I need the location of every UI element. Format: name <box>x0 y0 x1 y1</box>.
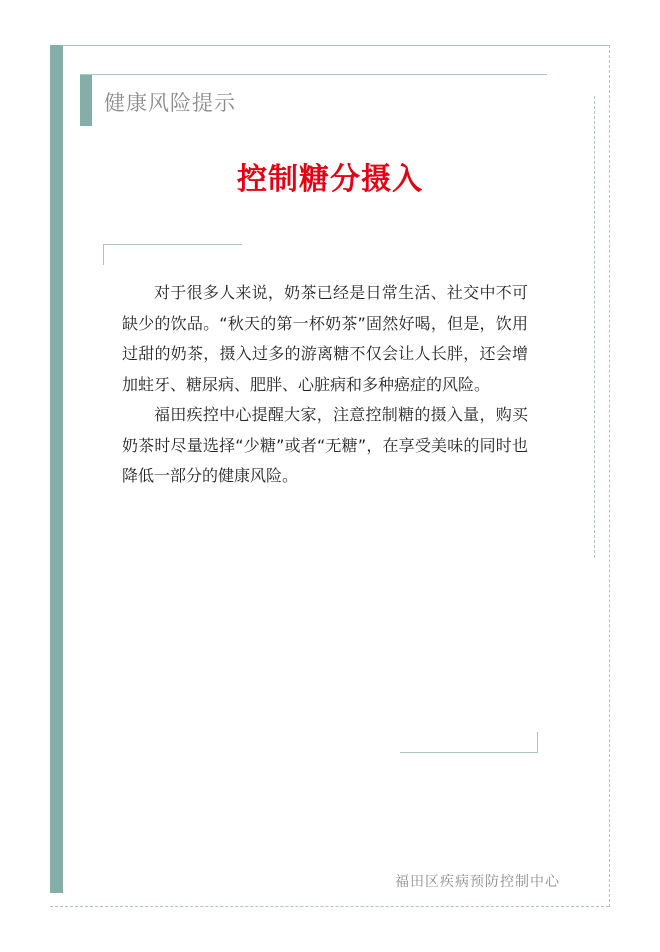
page-title: 控制糖分摄入 <box>237 162 423 197</box>
header-divider-line <box>80 74 547 75</box>
corner-bracket-bottom-right-v <box>537 732 538 753</box>
body-paragraph-2: 福田疾控中心提醒大家，注意控制糖的摄入量，购买奶茶时尽量选择“少糖”或者“无糖”，在享受美味的同时也降低一部分的健康风险。 <box>122 405 528 485</box>
footer-organization: 福田区疾病预防控制中心 <box>395 874 560 890</box>
header-accent-bar <box>80 75 92 126</box>
body-text <box>122 278 528 492</box>
corner-bracket-top-left-h <box>103 244 242 245</box>
frame-top-line <box>50 45 609 46</box>
corner-bracket-top-left-v <box>103 244 104 265</box>
corner-bracket-bottom-right-h <box>400 752 538 753</box>
body-paragraph-1: 对于很多人来说，奶茶已经是日常生活、社交中不可缺少的饮品。“秋天的第一杯奶茶”固然好喝，但是，饮用过甜的奶茶，摄入过多的游离糖不仅会让人长胖，还会增加蛀牙、糖尿病、肥胖、心脏病和多种癌症的风险。 <box>122 283 528 394</box>
header-label: 健康风险提示 <box>104 91 236 115</box>
frame-bottom-dashed-line <box>50 906 609 907</box>
